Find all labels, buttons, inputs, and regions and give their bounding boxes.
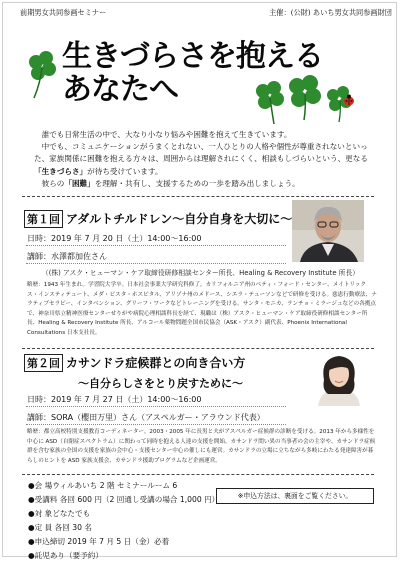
session2-lecturer-photo [310,350,368,406]
session1-number: 第１回 [24,210,63,228]
info-childcare: ●託児あり（要予約） [28,551,103,560]
session1-divider-2 [26,263,286,264]
intro-paragraph-2: 中でも、コミュニケーションがうまくとれない、一人ひとりの人格や個性が尊重されないといった、家族関係に困難を抱える方々は、周囲からは理解されにくく、相談もしづらいという、更なる「生きづらさ」が待ち受けています。 [34,142,368,176]
session1-date: 日時：2019 年 7 月 20 日（土）14:00～16:00 [27,234,202,243]
session1-lecturer-photo [292,200,364,262]
session2-subtitle: ～自分らしさをとり戻すために～ [78,377,243,390]
session2-divider-2 [26,424,286,425]
intro-paragraph-3: 彼らの「困難」を理解・共有し、支援するための一歩を踏み出しましょう。 [41,178,300,188]
session1-title-text: アダルトチルドレン～自分自身を大切に～ [66,212,293,226]
session2-lecturer: 講師：SORA（櫻田万里）さん（アスペルガー・アラウンド代表） [27,413,265,422]
header-organizer: 主催：(公財) あいち男女共同参画財団 [269,8,392,17]
application-notice: ※申込方法は、裏面をご覧ください。 [216,488,374,504]
title-line-1: 生きづらさを抱える [62,39,323,74]
info-capacity: ●定 員 各回 30 名 [28,523,92,532]
info-venue: ●会 場ウィルあいち 2 階 セミナールーム 6 [28,481,178,490]
session1-lecturer: 講師：水澤都加佐さん [27,252,107,261]
session1-divider-1 [26,245,286,246]
session1-title [24,210,292,228]
header-series: 前期男女共同参画セミナー [20,8,107,17]
divider-bottom [22,474,374,475]
title-line-2: あなたへ [62,72,178,107]
session2-number: 第２回 [24,354,63,372]
session2-profile: 略歴：都立高校特別支援教育コーディネーター。2003・2005 年に長男と夫がアスペルガー症候群の診断を受ける。2013 年から多様性を中心に ASD（自閉症スペクトラム）に関わって同時を抱える人達の支援を開始。カサンドラ問い異の当事者の会の主宰や、カサンドラ症候群を含む家族の全国の支援を家族の会中心・支援センター中心の催しにも運営。カサンドラの立場に立ちながら多岐にわたる発達障害が暮らしのヒントを ASD 家族支援会、カサンドラ援助プログラムなど企画運営。 [27,429,376,464]
info-deadline: ●申込締切 2019 年 7 月 5 日（金）必着 [28,537,170,546]
intro-text [34,129,374,190]
header-line [20,8,392,18]
info-target: ●対 象どなたでも [28,509,91,518]
clover-icon-left [22,48,62,100]
intro-paragraph-1: 誰でも日常生活の中で、大なり小なり悩みや困難を抱えて生きています。 [41,130,292,139]
event-info [28,479,219,563]
session2-divider-1 [26,406,286,407]
divider-middle [22,348,374,349]
ladybug-icon [342,94,356,106]
session2-date: 日時：2019 年 7 月 27 日（土）14:00～16:00 [27,395,202,404]
session1-affiliation: （(株) アスク・ヒューマン・ケア取締役研修相談センター所長、Healing & Recovery Institute 所長） [41,269,360,277]
session2-title-text: カサンドラ症候群との向き合い方 [66,356,246,370]
session2-title [24,354,245,372]
info-fee: ●受講料 各回 600 円（2 回通し受講の場合 1,000 円） [28,495,220,504]
session1-profile: 略歴：1943 年生まれ。学習院大学卒。日本社会事業大学研究科修了。カリフォルニア州のベティ・フォード・センター、メイトリックス・インスティテュート、メダ・ビスタ・ホスピタル、アリゾナ州のメドース、シエラ・テューソンなどで研修を受ける。慈恵行動療法、ナラティブセラピー、インタベンション、グリーフ・ワークなどトレーニングを受ける。サンタ・モニカ、ランチョ・ミラージュなどの各拠点で、神奈川県立精神医療センターせりがや病院心理相談科長を経て、現職は（株）アスク・ヒューマン・ケア取締役研修相談センター所長、Healing & Recovery Institute 所長、アルコール薬物問題全国市民協会（ASK・アスク）副代表、Phoenix International Consultations 日本支社長。 [27,282,377,336]
divider-top [22,196,374,197]
